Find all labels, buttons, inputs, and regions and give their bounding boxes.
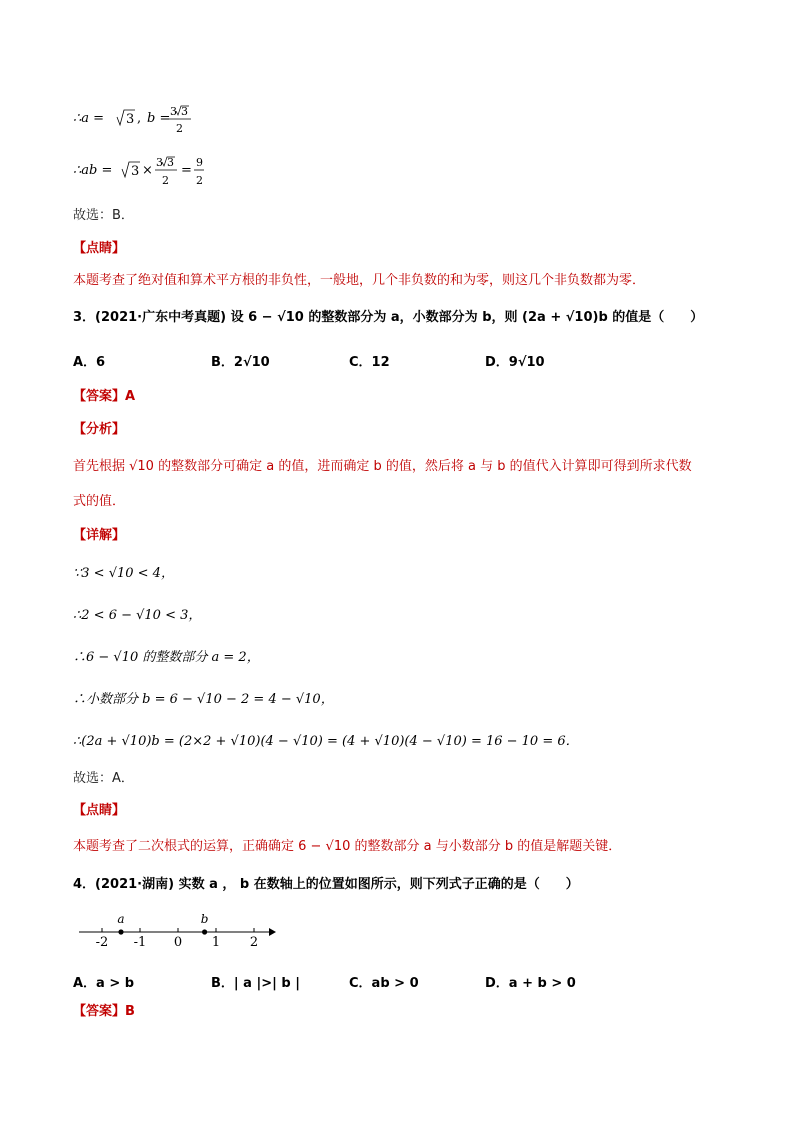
number-line-point-a xyxy=(118,929,123,934)
svg-text:2: 2 xyxy=(176,122,183,135)
svg-text:3: 3 xyxy=(181,105,188,118)
svg-text:2: 2 xyxy=(162,174,169,187)
svg-text:3: 3 xyxy=(170,105,177,118)
fragment-ab-product xyxy=(73,152,293,188)
svg-text:=: = xyxy=(181,163,192,178)
svg-text:2: 2 xyxy=(196,174,203,187)
ab-product-formula xyxy=(73,152,293,188)
svg-text:,: , xyxy=(137,111,142,126)
fragment-comment-label: 【点睛】 xyxy=(73,241,126,256)
number-line-tick-label: -2 xyxy=(95,935,109,950)
answer-4-label: 【答案】B xyxy=(73,1004,135,1019)
number-line-tick-label: 2 xyxy=(249,935,259,950)
number-line-point-label-b: b xyxy=(200,912,209,926)
q4-option-a: A．a > b xyxy=(73,976,135,991)
svg-text:3: 3 xyxy=(156,156,163,169)
question-3-stem-text: 3．(2021·广东中考真题) 设 6 − √10 的整数部分为 a，小数部分为 b，则 (2a + √10)b 的值是（ ） xyxy=(73,310,704,325)
svg-text:3: 3 xyxy=(126,112,135,127)
a-b-values-formula xyxy=(73,103,273,137)
svg-text:×: × xyxy=(142,163,153,178)
number-line-tick-label: -1 xyxy=(133,935,147,950)
analysis-label: 【分析】 xyxy=(73,422,126,437)
step-5: ∴(2a + √10)b = (2×2 + √10)(4 − √10) = (4 + √10)(4 − √10) = 16 − 10 = 6． xyxy=(73,734,579,749)
detail-label: 【详解】 xyxy=(73,528,126,543)
fragment-a-b-values xyxy=(73,103,273,137)
analysis-line-1: 首先根据 √10 的整数部分可确定 a 的值，进而确定 b 的值，然后将 a 与 b 的值代入计算即可得到所求代数 xyxy=(73,459,692,474)
number-line-point-label-a: a xyxy=(117,912,125,926)
q4-option-b: B．| a |>| b | xyxy=(211,976,300,991)
number-line-tick-label: 1 xyxy=(211,935,221,950)
q3-option-c: C．12 xyxy=(349,355,390,370)
q3-option-b: B．2√10 xyxy=(211,355,270,370)
svg-text:∴ab =: ∴ab = xyxy=(73,163,113,178)
number-line-figure xyxy=(73,908,283,950)
comment-3-label: 【点睛】 xyxy=(73,803,126,818)
step-1: ∵3 < √10 < 4， xyxy=(73,566,174,581)
step-4: ∴小数部分 b = 6 − √10 − 2 = 4 − √10， xyxy=(73,692,334,707)
q4-option-d: D．a + b > 0 xyxy=(485,976,576,991)
svg-text:3: 3 xyxy=(167,156,174,169)
svg-text:3: 3 xyxy=(131,164,140,179)
number-line-arrow xyxy=(269,928,276,936)
number-line xyxy=(73,908,283,950)
fragment-choice-b: 故选：B． xyxy=(73,208,134,223)
svg-text:9: 9 xyxy=(196,156,203,169)
choice-3: 故选：A． xyxy=(73,771,134,786)
number-line-tick-label: 0 xyxy=(173,935,183,950)
comment-3-text: 本题考查了二次根式的运算，正确确定 6 − √10 的整数部分 a 与小数部分 b 的值是解题关键． xyxy=(73,839,622,854)
analysis-line-2: 式的值． xyxy=(73,494,126,509)
svg-text:∴a =: ∴a = xyxy=(73,111,105,126)
step-3: ∴6 − √10 的整数部分 a = 2， xyxy=(73,650,260,665)
q3-option-d: D．9√10 xyxy=(485,355,545,370)
answer-3-label: 【答案】A xyxy=(73,389,136,404)
question-3-stem xyxy=(73,309,703,327)
q3-option-a: A．6 xyxy=(73,355,106,370)
svg-text:b =: b = xyxy=(147,111,171,126)
question-4-stem: 4．(2021·湖南) 实数 a ， b 在数轴上的位置如图所示，则下列式子正确的是（ ） xyxy=(73,877,579,892)
q4-option-c: C．ab > 0 xyxy=(349,976,419,991)
fragment-comment-text: 本题考查了绝对值和算术平方根的非负性，一般地，几个非负数的和为零，则这几个非负数都为零． xyxy=(73,273,646,288)
number-line-point-b xyxy=(202,929,207,934)
step-2: ∴2 < 6 − √10 < 3， xyxy=(73,608,202,623)
